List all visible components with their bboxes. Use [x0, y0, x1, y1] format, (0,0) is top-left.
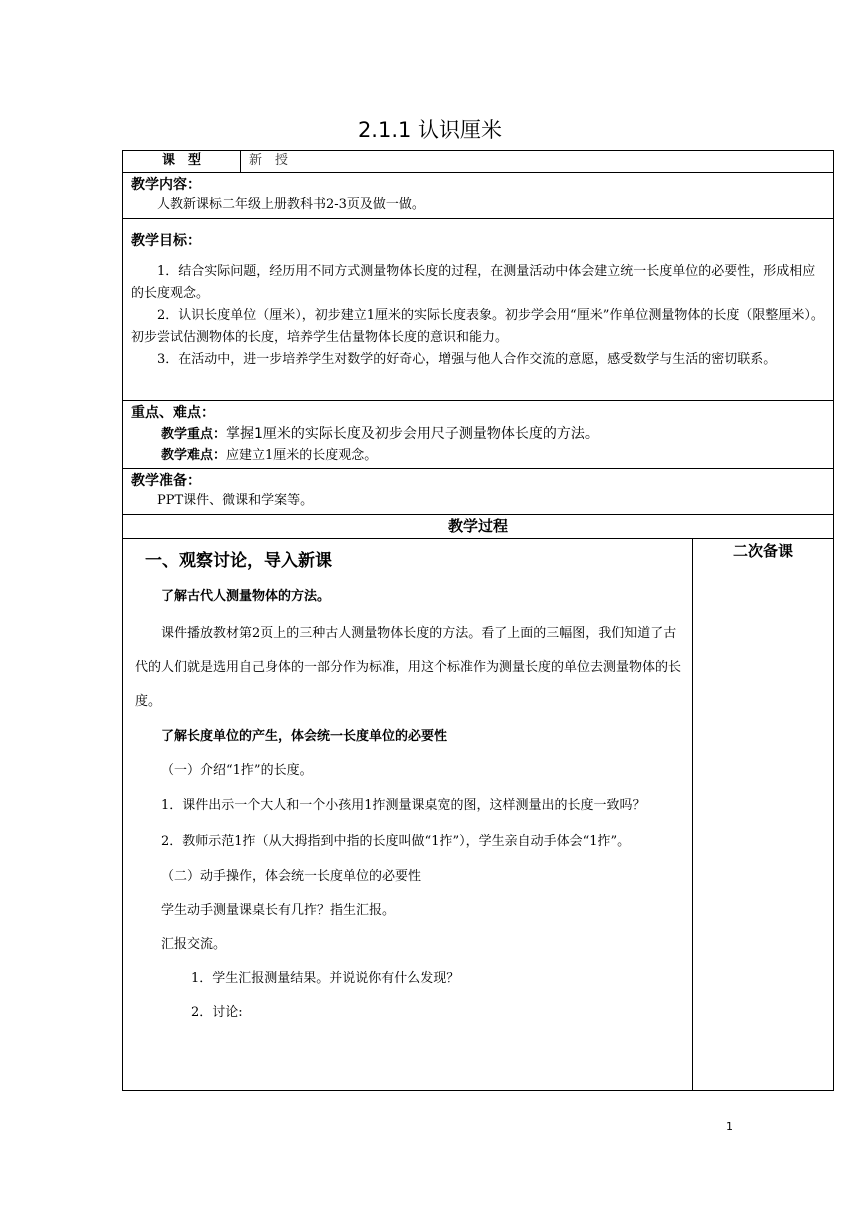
- key-points-heading: 重点、难点：: [131, 405, 215, 421]
- list-item: 2．教师示范1拃（从大拇指到中指的长度叫做“1拃”），学生亲自动手体会“1拃”。: [161, 834, 631, 849]
- key-points-cell: [123, 401, 834, 469]
- subheading: 了解长度单位的产生，体会统一长度单位的必要性: [161, 729, 448, 744]
- difficult-point-row: [131, 446, 825, 466]
- key-point-label: 教学重点：: [161, 427, 227, 442]
- list-item: 1．课件出示一个大人和一个小孩用1拃测量课桌宽的图，这样测量出的长度一致吗？: [161, 798, 646, 813]
- preparation-text: PPT课件、微课和学案等。: [157, 493, 314, 508]
- paragraph: （二）动手操作，体会统一长度单位的必要性: [161, 869, 422, 884]
- list-item: 2．讨论:: [191, 1005, 243, 1020]
- teaching-objectives-heading: 教学目标：: [131, 233, 201, 249]
- process-heading: 教学过程: [448, 517, 509, 535]
- objective-item: 2．认识长度单位（厘米），初步建立1厘米的实际长度表象。初步学会用“厘米”作单位测量物体的长度（限整厘米）。初步尝试估测物体的长度，培养学生估量物体长度的意识和能力。: [131, 308, 824, 345]
- section-title: 一、观察讨论，导入新课: [145, 551, 332, 571]
- objective-item: 3．在活动中，进一步培养学生对数学的好奇心，增强与他人合作交流的意愿，感受数学与生活的密切联系。: [157, 352, 777, 367]
- document-title: 2.1.1 认识厘米: [357, 118, 503, 142]
- second-preparation-heading: 二次备课: [733, 542, 794, 560]
- difficult-point-label: 教学难点：: [161, 448, 227, 463]
- list-item: 1．学生汇报测量结果。并说说你有什么发现？: [191, 971, 460, 986]
- paragraph: 汇报交流。: [161, 937, 227, 952]
- teaching-content-text: 人教新课标二年级上册教科书2-3页及做一做。: [157, 197, 425, 212]
- second-preparation-cell: [693, 539, 834, 1091]
- page-number: 1: [726, 1120, 733, 1133]
- teaching-content-heading: 教学内容：: [131, 177, 201, 193]
- lesson-plan-table: [122, 150, 834, 1091]
- teaching-content-cell: [123, 173, 834, 219]
- subheading: 了解古代人测量物体的方法。: [161, 589, 331, 604]
- preparation-heading: 教学准备：: [131, 473, 201, 489]
- lesson-type-value: 新 授: [241, 151, 834, 173]
- difficult-point-text: 应建立1厘米的长度观念。: [226, 448, 378, 463]
- process-content-cell: [123, 539, 693, 1091]
- paragraph: （一）介绍“1拃”的长度。: [161, 763, 313, 778]
- paragraph: 课件播放教材第2页上的三种古人测量物体长度的方法。看了上面的三幅图，我们知道了古代的人们就是选用自己身体的一部分作为标准，用这个标准作为测量长度的单位去测量物体的长度。: [135, 626, 682, 709]
- preparation-cell: [123, 469, 834, 515]
- key-point-row: [131, 423, 825, 446]
- teaching-objectives-cell: [123, 219, 834, 401]
- objective-item: 1．结合实际问题，经历用不同方式测量物体长度的过程，在测量活动中体会建立统一长度单位的必要性，形成相应的长度观念。: [131, 264, 816, 301]
- key-point-text: 掌握1厘米的实际长度及初步会用尺子测量物体长度的方法。: [226, 426, 599, 442]
- lesson-type-label: 课 型: [123, 151, 241, 173]
- process-heading-cell: [123, 515, 834, 539]
- paragraph: 学生动手测量课桌长有几拃？指生汇报。: [161, 903, 396, 918]
